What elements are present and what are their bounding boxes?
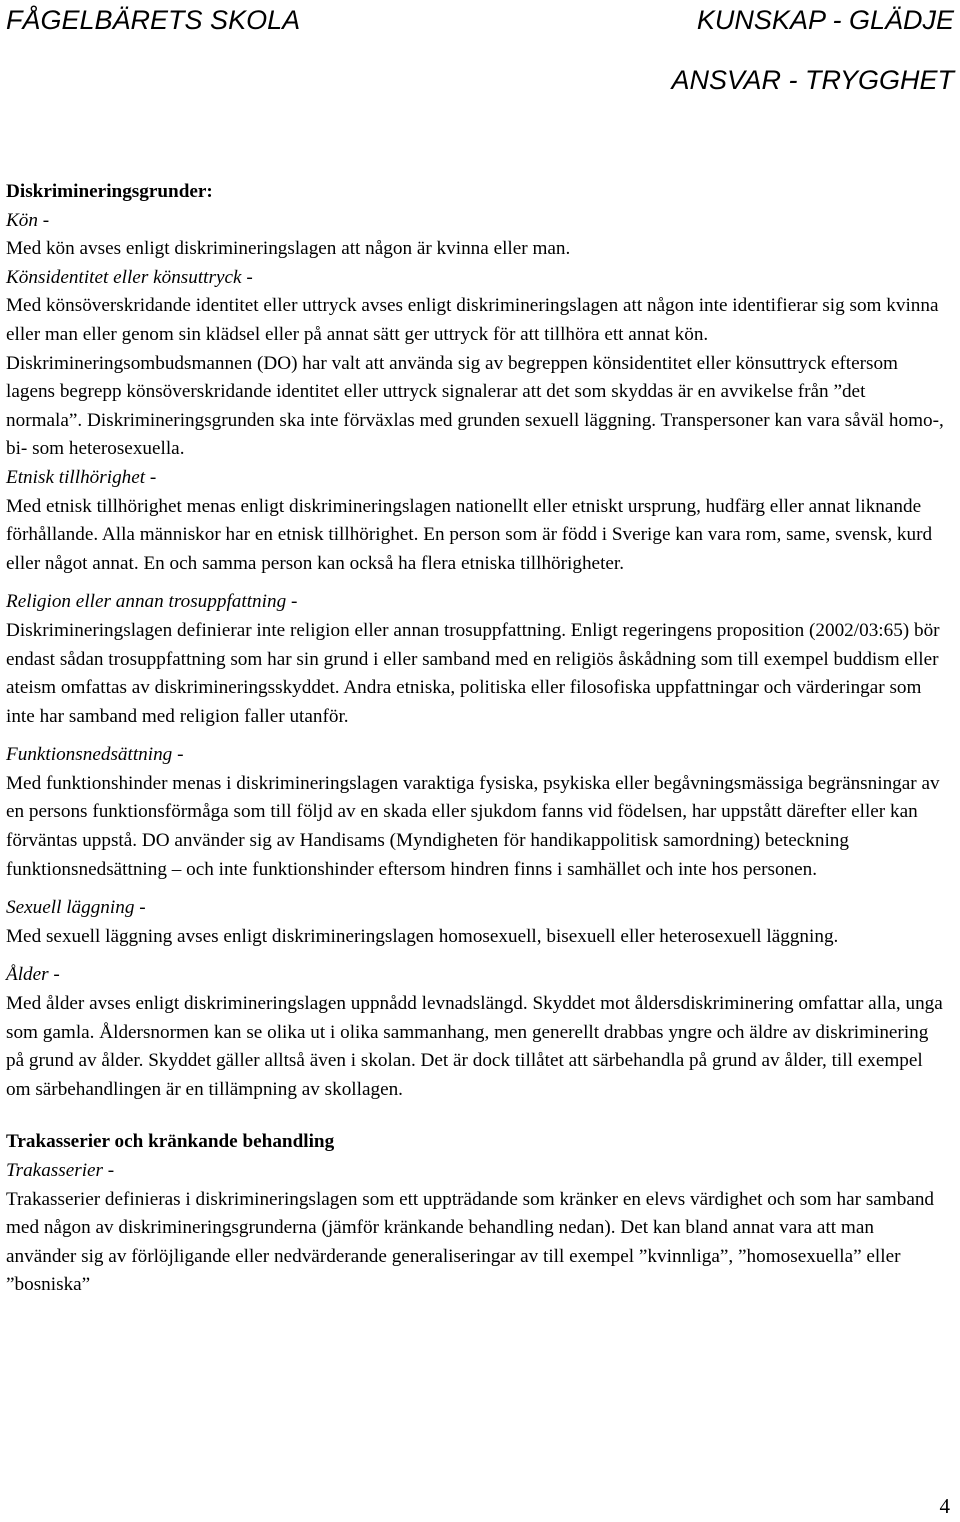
document-body	[6, 178, 946, 1300]
section-heading-trakasserier: Trakasserier och kränkande behandling	[6, 1131, 335, 1153]
term-body-trakasserier: Trakasserier definieras i diskrimineringslagen som ett uppträdande som kränker en elevs värdighet och som har samband med någon av diskrimineringsgrunderna (jämför kränkande behandling nedan). Det kan bland annat vara att man använder sig av förlöjligande eller nedvärderande generaliseringar av till exempel ”kvinnliga”, ”homosexuella” eller ”bosniska”	[6, 1188, 935, 1296]
ground-body-kon: Med kön avses enligt diskrimineringslagen att någon är kvinna eller man.	[6, 238, 571, 260]
ground-heading-religion: Religion eller annan trosuppfattning -	[6, 591, 298, 613]
ground-heading-funktionsnedsattning: Funktionsnedsättning -	[6, 744, 184, 766]
ground-body-konsidentitet: Med könsöverskridande identitet eller uttryck avses enligt diskrimineringslagen att någon inte identifierar sig som kvinna eller man eller genom sin klädsel eller på annat sätt ger uttryck för att tillhöra ett annat kön. Diskrimineringsombudsmannen (DO) har valt att använda sig av begreppen könsidentitet eller könsuttryck eftersom lagens begrepp könsöverskridande identitet eller uttryck signalerar att det som skyddas är en avvikelse från ”det normala”. Diskrimineringsgrunden ska inte förväxlas med grunden sexuell läggning. Transpersoner kan vara såväl homo-, bi- som heterosexuella.	[6, 295, 944, 460]
ground-heading-kon: Kön -	[6, 209, 50, 231]
section-heading-diskrimineringsgrunder: Diskrimineringsgrunder:	[6, 181, 213, 202]
term-heading-trakasserier: Trakasserier -	[6, 1160, 115, 1181]
ground-heading-etnisk-tillhorighet: Etnisk tillhörighet -	[6, 466, 157, 488]
ground-heading-alder: Ålder -	[6, 964, 60, 986]
ground-body-etnisk-tillhorighet: Med etnisk tillhörighet menas enligt diskrimineringslagen nationellt eller etniskt ursprung, hudfärg eller annat liknande förhållande. Alla människor har en etnisk tillhörighet. En person som är född i Sverige kan vara rom, same, svensk, kurd eller något annat. En och samma person kan också ha flera etniska tillhörigheter.	[6, 495, 933, 574]
motto-line-2: ANSVAR - TRYGGHET	[671, 65, 954, 95]
ground-body-sexuell-laggning: Med sexuell läggning avses enligt diskrimineringslagen homosexuell, bisexuell eller heterosexuell läggning.	[6, 925, 839, 947]
ground-body-religion: Diskrimineringslagen definierar inte religion eller annan trosuppfattning. Enligt regeringens proposition (2002/03:65) bör endast sådan trosuppfattning som har sin grund i eller samband med en religiös åskådning som till exempel buddism eller ateism omfattas av diskrimineringsskyddet. Andra etniska, politiska eller filosofiska uppfattningar och värderingar som inte har samband med religion faller utanför.	[6, 619, 940, 727]
motto-line-1: KUNSKAP - GLÄDJE	[696, 5, 954, 35]
page-number: 4	[939, 1494, 950, 1518]
ground-heading-konsidentitet: Könsidentitet eller könsuttryck -	[6, 266, 253, 288]
ground-body-funktionsnedsattning: Med funktionshinder menas i diskrimineringslagen varaktiga fysiska, psykiska eller begåvningsmässiga begränsningar av en persons funktionsförmåga som till följd av en skada eller sjukdom fanns vid födelsen, har uppstått därefter eller kan förväntas uppstå. DO använder sig av Handisams (Myndigheten för handikappolitisk samordning) beteckning funktionsnedsättning – och inte funktionshinder eftersom hindren finns i samhället och inte hos personen.	[6, 772, 940, 880]
school-name: FÅGELBÄRETS SKOLA	[6, 5, 301, 35]
school-motto	[671, 4, 954, 96]
ground-heading-sexuell-laggning: Sexuell läggning -	[6, 897, 146, 919]
ground-body-alder: Med ålder avses enligt diskrimineringslagen uppnådd levnadslängd. Skyddet mot åldersdiskriminering omfattar alla, unga som gamla. Åldersnormen kan se olika ut i olika sammanhang, men generellt drabbas yngre och äldre av diskriminering på grund av ålder. Skyddet gäller alltså även i skolan. Det är dock tillåtet att särbehandla på grund av ålder, till exempel om särbehandlingen är en tillämpning av skollagen.	[6, 993, 943, 1100]
